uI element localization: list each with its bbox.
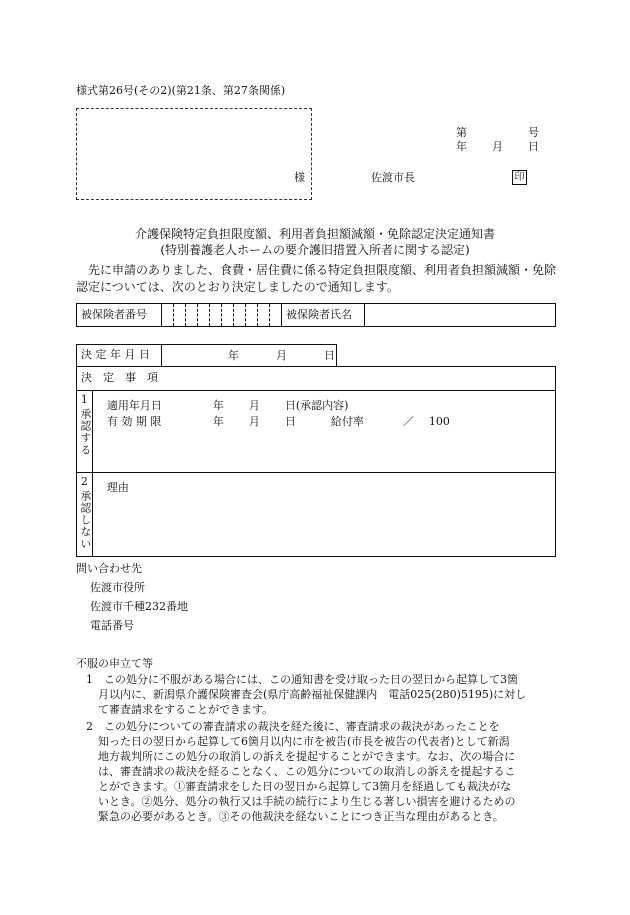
issuer: 佐渡市長 — [371, 171, 415, 184]
appeal-item-1-line: て審査請求をすることができます。 — [98, 703, 274, 716]
appeal-item-2-line: 緊急の必要があるとき。③その他裁決を経ないことにつき正当な理由があるとき。 — [98, 810, 504, 823]
decision-items-table — [76, 366, 556, 557]
decision-items-label: 決 定 事 項 — [77, 367, 556, 391]
intro-line-1: 先に申請のありました、食費・居住費に係る特定負担限度額、利用者負担額減額・免除 — [88, 263, 557, 277]
insured-name-field[interactable] — [365, 304, 556, 327]
appeal-heading: 不服の申立て等 — [76, 657, 153, 670]
doc-number-prefix: 第 — [456, 126, 467, 139]
approve-header — [77, 391, 93, 473]
insured-number-digit[interactable] — [270, 304, 282, 327]
apply-year: 年 — [212, 399, 224, 412]
approve-label: 承認する — [78, 407, 92, 456]
appeal-item-1-line: 1 この処分に不服がある場合には、この通知書を受け取った日の翌日から起算して3箇 — [86, 673, 518, 686]
contact-address: 佐渡市千種232番地 — [90, 600, 188, 613]
insured-number-digit[interactable] — [210, 304, 222, 327]
approve-content[interactable] — [92, 391, 555, 473]
appeal-item-2-line: は、審査請求の裁決を経ることなく、この処分についての取消しの訴えを提起するこ — [98, 765, 516, 778]
insured-number-digit[interactable] — [258, 304, 270, 327]
insured-number-digit[interactable] — [246, 304, 258, 327]
insured-number-digit[interactable] — [174, 304, 186, 327]
appeal-item-2-line: 2 この処分についての審査請求の裁決を経た後に、審査請求の裁決があったことを — [86, 720, 500, 733]
approve-number: 1 — [80, 393, 88, 406]
decision-date-field[interactable] — [162, 345, 337, 367]
seal-mark: 印 — [512, 170, 527, 185]
title: 介護保険特定負担限度額、利用者負担額減額・免除認定決定通知書 — [134, 227, 495, 241]
appeal-item-1-line: 月以内に、新潟県介護保険審査会(県庁高齢福祉保健課内 電話025(280)5195)に対し — [98, 688, 527, 701]
apply-date-label: 適用年月日 — [106, 399, 162, 412]
benefit-rate-slash: ／ — [402, 415, 414, 428]
decision-date-table — [76, 344, 337, 367]
decision-date-label: 決 定 年 月 日 — [77, 345, 162, 367]
insured-number-digit[interactable] — [162, 304, 174, 327]
subtitle: (特別養護老人ホームの要介護旧措置入所者に関する認定) — [160, 243, 470, 257]
contact-office: 佐渡市役所 — [90, 581, 145, 594]
apply-month: 月 — [248, 399, 260, 412]
decision-month: 月 — [276, 349, 287, 362]
doc-day: 日 — [528, 140, 539, 153]
decision-year: 年 — [228, 349, 239, 362]
decision-day: 日 — [324, 349, 335, 362]
insured-number-label: 被保険者番号 — [77, 304, 162, 327]
deny-header — [77, 473, 93, 557]
insured-number-digit[interactable] — [186, 304, 198, 327]
valid-period-label: 有 効 期 限 — [106, 415, 162, 428]
appeal-item-2-line: いとき。②処分、処分の執行又は手続の続行により生じる著しい損害を避けるための — [98, 795, 516, 808]
insured-number-digit[interactable] — [234, 304, 246, 327]
apply-day-approval-content: 日(承認内容) — [284, 399, 349, 412]
doc-number-suffix: 号 — [528, 126, 539, 139]
contact-heading: 問い合わせ先 — [76, 562, 142, 575]
deny-number: 2 — [80, 475, 88, 488]
deny-content[interactable] — [92, 473, 555, 557]
valid-day: 日 — [284, 415, 296, 428]
doc-month: 月 — [492, 140, 503, 153]
addressee-suffix: 様 — [294, 171, 305, 184]
benefit-rate-denominator: 100 — [428, 415, 450, 428]
doc-year: 年 — [456, 140, 467, 153]
insured-number-digit[interactable] — [222, 304, 234, 327]
addressee-box — [76, 108, 312, 200]
form-number: 様式第26号(その2)(第21条、第27条関係) — [76, 84, 286, 97]
valid-year: 年 — [212, 415, 224, 428]
insured-name-label: 被保険者氏名 — [282, 304, 365, 327]
benefit-rate-label: 給付率 — [330, 415, 364, 428]
insured-table — [76, 303, 556, 327]
deny-label: 承認しない — [78, 489, 92, 550]
contact-phone-label: 電話番号 — [90, 619, 134, 632]
intro-line-2: 認定については、次のとおり決定しましたので通知します。 — [76, 280, 399, 294]
appeal-item-2-line: 地方裁判所にこの処分の取消しの訴えを提起することができます。なお、次の場合に — [98, 750, 516, 763]
valid-month: 月 — [248, 415, 260, 428]
insured-number-digit[interactable] — [198, 304, 210, 327]
appeal-item-2-line: とができます。①審査請求をした日の翌日から起算して3箇月を経過しても裁決がな — [98, 780, 512, 793]
appeal-item-2-line: 知った日の翌日から起算して6箇月以内に市を被告(市長を被告の代表者)として新潟 — [98, 735, 510, 748]
reason-label: 理由 — [106, 481, 129, 494]
